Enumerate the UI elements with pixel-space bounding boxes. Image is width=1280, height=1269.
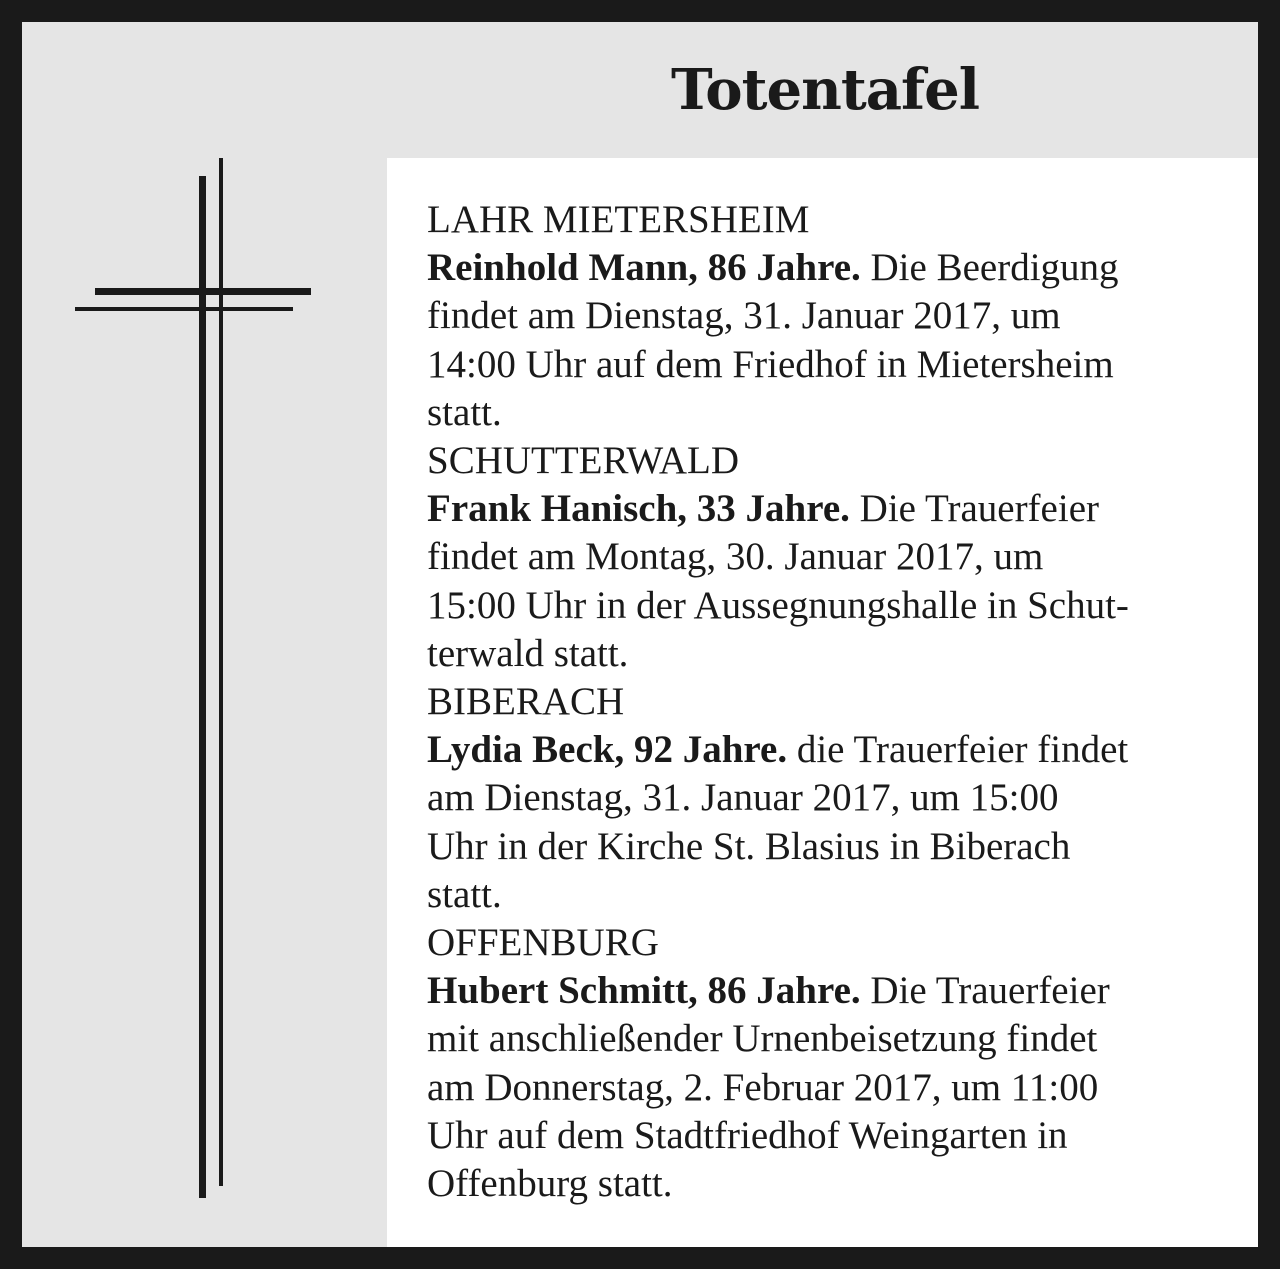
entry-place: LAHR MIETERSHEIM [427, 198, 810, 241]
entry-text: die Trauerfeier findet [787, 728, 1129, 772]
entry-line: am Dienstag, 31. Januar 2017, um 15:00 [427, 776, 1059, 820]
entry-name: Frank Hanisch, 33 Jahre. [427, 487, 850, 531]
entry-lahr-mietersheim [427, 196, 1227, 437]
entry-biberach [427, 678, 1227, 919]
entry-offenburg [427, 919, 1227, 1208]
entry-line: findet am Montag, 30. Januar 2017, um [427, 535, 1044, 579]
entry-schutterwald [427, 437, 1227, 678]
page-title: Totentafel [671, 57, 979, 123]
entry-line [427, 244, 1227, 292]
entry-line: Offenburg statt. [427, 1162, 673, 1206]
entry-line [427, 485, 1227, 533]
entry-name: Hubert Schmitt, 86 Jahre. [427, 969, 861, 1013]
entry-name: Lydia Beck, 92 Jahre. [427, 728, 788, 772]
entry-place: BIBERACH [427, 680, 625, 724]
entry-text: Die Trauerfeier [860, 969, 1110, 1013]
entry-place: OFFENBURG [427, 921, 659, 965]
entries-list [427, 196, 1227, 1208]
entry-text: Die Beerdigung [860, 246, 1119, 290]
entry-name: Reinhold Mann, 86 Jahre. [427, 246, 861, 290]
notice-content [387, 158, 1258, 1247]
entry-line [427, 967, 1227, 1015]
entry-line: am Donnerstag, 2. Februar 2017, um 11:00 [427, 1065, 1099, 1109]
entry-line: 15:00 Uhr in der Aussegnungshalle in Schut- [427, 583, 1129, 627]
entry-place: SCHUTTERWALD [427, 439, 739, 483]
entry-line: Uhr in der Kirche St. Blasius in Biberach [427, 824, 1071, 868]
entry-line: mit anschließender Urnenbeisetzung findet [427, 1017, 1098, 1061]
entry-line: terwald statt. [427, 631, 629, 675]
entry-line: findet am Dienstag, 31. Januar 2017, um [427, 294, 1061, 338]
entry-line: statt. [427, 390, 502, 434]
entry-line: 14:00 Uhr auf dem Friedhof in Mietersheim [427, 342, 1114, 386]
entry-line [427, 726, 1227, 774]
entry-text: Die Trauerfeier [849, 487, 1099, 531]
entry-line: statt. [427, 872, 502, 916]
entry-line: Uhr auf dem Stadtfriedhof Weingarten in [427, 1113, 1068, 1157]
